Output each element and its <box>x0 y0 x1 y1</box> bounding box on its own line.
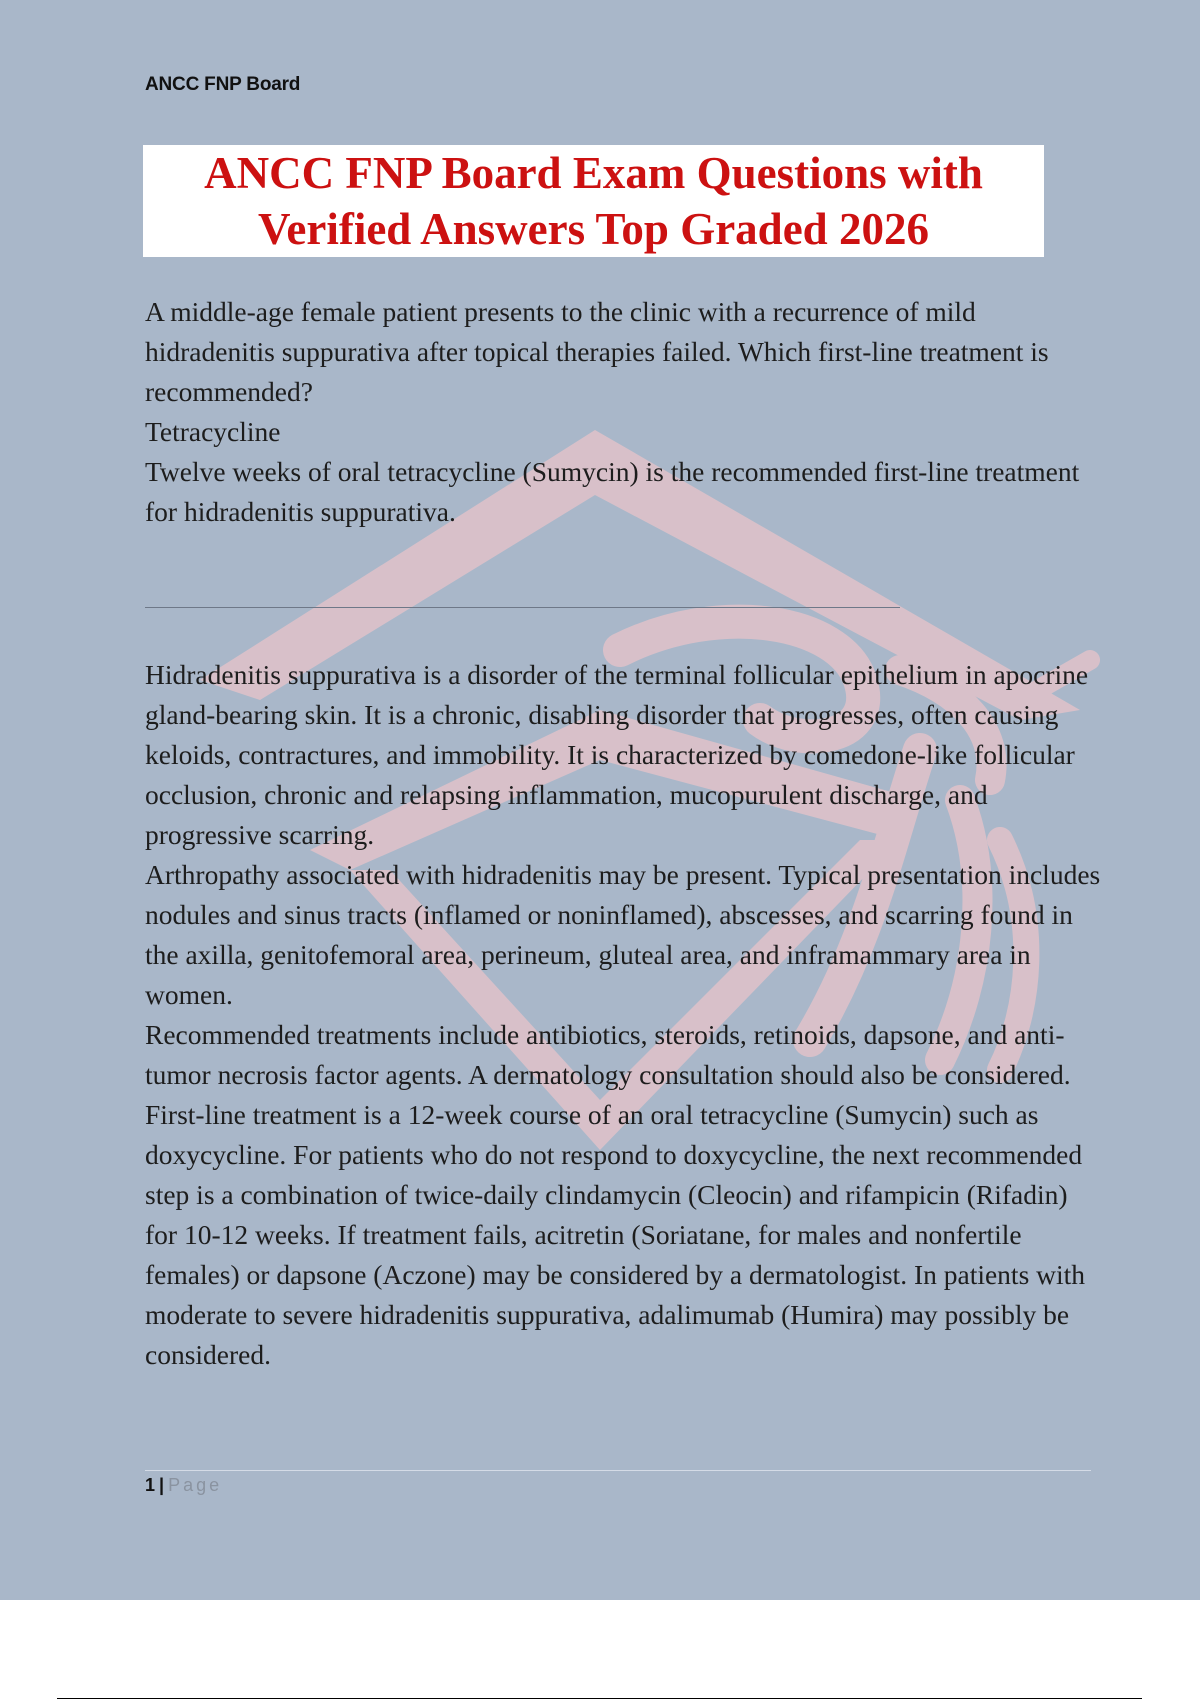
title-banner <box>143 145 1044 257</box>
explanation-paragraph: Recommended treatments include antibiotics, steroids, retinoids, dapsone, and anti-tumor necrosis factor agents. A dermatology consultation should also be considered. <box>145 1019 1071 1090</box>
question-block <box>145 292 1095 532</box>
explanation-paragraph: Arthropathy associated with hidradenitis may be present. Typical presentation includes nodules and sinus tracts (inflamed or noninflamed), abscesses, and scarring found in the axilla, genitofemoral area, perineum, gluteal area, and inframammary area in women. <box>145 859 1101 1010</box>
section-divider <box>145 607 900 608</box>
explanation-block <box>145 655 1105 1375</box>
footer-divider <box>145 1470 1091 1471</box>
answer-text: Tetracycline <box>145 416 281 447</box>
page-number: 1 <box>145 1475 156 1495</box>
explanation-paragraph: Hidradenitis suppurativa is a disorder of the terminal follicular epithelium in apocrine gland-bearing skin. It is a chronic, disabling disorder that progresses, often causing keloids, contractures, and immobility. It is characterized by comedone-like follicular occlusion, chronic and relapsing inflammation, mucopurulent discharge, and progressive scarring. <box>145 659 1089 850</box>
next-page-top-rule <box>57 1698 1142 1699</box>
question-text: A middle-age female patient presents to the clinic with a recurrence of mild hidradenitis suppurativa after topical therapies failed. Which first-line treatment is recommended? <box>145 296 1049 407</box>
document-title <box>204 145 983 257</box>
page-footer <box>145 1475 222 1496</box>
explanation-paragraph: First-line treatment is a 12-week course of an oral tetracycline (Sumycin) such as doxycycline. For patients who do not respond to doxycycline, the next recommended step is a combination of twice-daily clindamycin (Cleocin) and rifampicin (Rifadin) for 10-12 weeks. If treatment fails, acitretin (Soriatane, for males and nonfertile females) or dapsone (Aczone) may be considered by a dermatologist. In patients with moderate to severe hidradenitis suppurativa, adalimumab (Humira) may possibly be considered. <box>145 1099 1086 1370</box>
page-label: Page <box>168 1475 223 1495</box>
title-line-2: Verified Answers Top Graded 2026 <box>258 204 929 254</box>
running-header: ANCC FNP Board <box>145 74 301 95</box>
title-line-1: ANCC FNP Board Exam Questions with <box>204 148 983 198</box>
rationale-text: Twelve weeks of oral tetracycline (Sumycin) is the recommended first-line treatment for hidradenitis suppurativa. <box>145 456 1080 527</box>
page-separator: | <box>159 1475 165 1495</box>
